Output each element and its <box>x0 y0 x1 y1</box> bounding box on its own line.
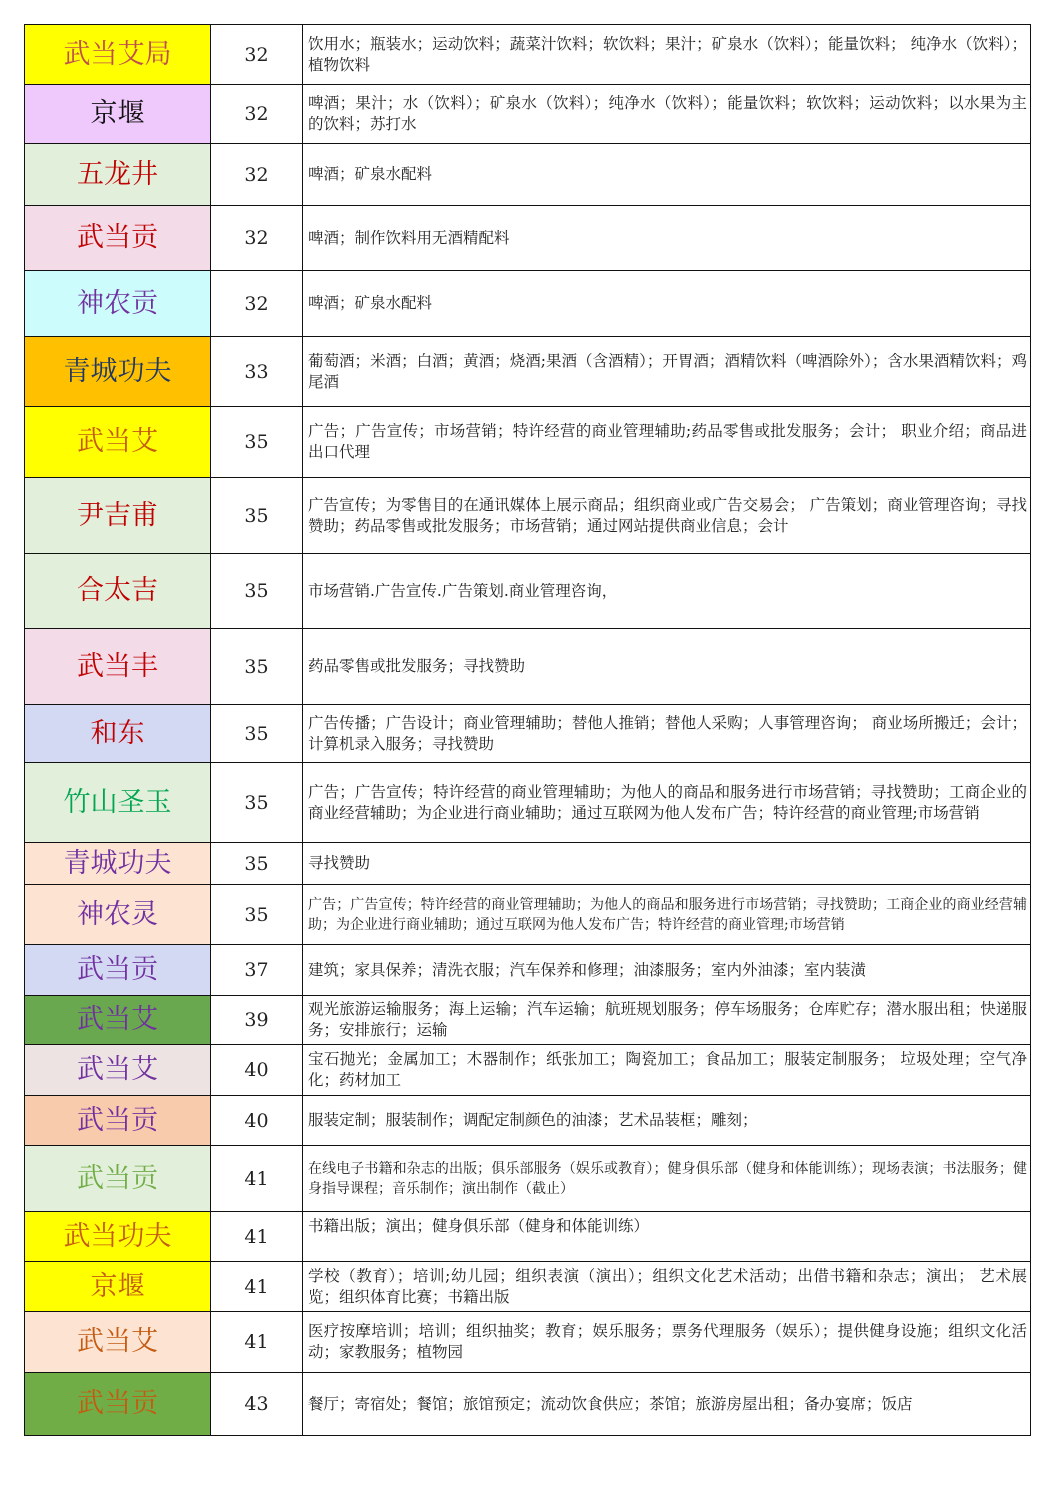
table-row <box>25 996 1031 1045</box>
brand-cell: 武当贡 <box>25 945 211 996</box>
goods-services-cell: 药品零售或批发服务；寻找赞助 <box>303 629 1031 705</box>
brand-cell: 神农灵 <box>25 885 211 945</box>
table-row <box>25 1262 1031 1312</box>
brand-cell: 竹山圣玉 <box>25 763 211 843</box>
table-row <box>25 1146 1031 1212</box>
brand-cell: 武当艾 <box>25 407 211 478</box>
table-row <box>25 478 1031 554</box>
table-row <box>25 144 1031 206</box>
brand-cell: 武当艾 <box>25 996 211 1045</box>
class-number-cell: 37 <box>211 945 303 996</box>
table-row <box>25 1045 1031 1096</box>
class-number-cell: 33 <box>211 337 303 407</box>
goods-services-cell: 建筑；家具保养；清洗衣服；汽车保养和修理；油漆服务；室内外油漆；室内装潢 <box>303 945 1031 996</box>
table-row <box>25 945 1031 996</box>
goods-services-cell: 宝石抛光；金属加工；木器制作；纸张加工；陶瓷加工；食品加工；服装定制服务； 垃圾处理；空气净化；药材加工 <box>303 1045 1031 1096</box>
goods-services-cell: 广告传播；广告设计；商业管理辅助；替他人推销；替他人采购；人事管理咨询； 商业场所搬迁；会计；计算机录入服务；寻找赞助 <box>303 705 1031 763</box>
brand-cell: 武当贡 <box>25 206 211 271</box>
brand-cell: 武当艾局 <box>25 25 211 85</box>
brand-cell: 武当贡 <box>25 1373 211 1436</box>
goods-services-cell: 广告；广告宣传；特许经营的商业管理辅助；为他人的商品和服务进行市场营销；寻找赞助；工商企业的商业经营辅助；为企业进行商业辅助；通过互联网为他人发布广告；特许经营的商业管理;市场营销 <box>303 763 1031 843</box>
class-number-cell: 41 <box>211 1146 303 1212</box>
goods-services-cell: 服装定制；服装制作；调配定制颜色的油漆；艺术品装框；雕刻； <box>303 1096 1031 1146</box>
brand-cell: 和东 <box>25 705 211 763</box>
class-number-cell: 32 <box>211 271 303 337</box>
class-number-cell: 32 <box>211 25 303 85</box>
brand-cell: 武当艾 <box>25 1045 211 1096</box>
brand-cell: 武当丰 <box>25 629 211 705</box>
brand-cell: 武当贡 <box>25 1096 211 1146</box>
goods-services-cell: 医疗按摩培训；培训；组织抽奖；教育；娱乐服务；票务代理服务（娱乐）；提供健身设施；组织文化活动；家教服务；植物园 <box>303 1312 1031 1373</box>
class-number-cell: 40 <box>211 1096 303 1146</box>
class-number-cell: 32 <box>211 206 303 271</box>
brand-cell: 武当艾 <box>25 1312 211 1373</box>
goods-services-cell: 市场营销.广告宣传.广告策划.商业管理咨询， <box>303 554 1031 629</box>
table-row <box>25 85 1031 144</box>
table-row <box>25 885 1031 945</box>
table-row <box>25 1373 1031 1436</box>
table-row <box>25 407 1031 478</box>
brand-cell: 合太吉 <box>25 554 211 629</box>
trademark-table <box>24 24 1031 1436</box>
class-number-cell: 35 <box>211 885 303 945</box>
class-number-cell: 41 <box>211 1212 303 1262</box>
goods-services-cell: 广告；广告宣传；市场营销；特许经营的商业管理辅助;药品零售或批发服务；会计； 职业介绍；商品进出口代理 <box>303 407 1031 478</box>
goods-services-cell: 寻找赞助 <box>303 843 1031 885</box>
class-number-cell: 43 <box>211 1373 303 1436</box>
brand-cell: 青城功夫 <box>25 843 211 885</box>
table-row <box>25 25 1031 85</box>
table-row <box>25 1212 1031 1262</box>
brand-cell: 京堰 <box>25 1262 211 1312</box>
class-number-cell: 35 <box>211 705 303 763</box>
goods-services-cell: 广告；广告宣传；特许经营的商业管理辅助；为他人的商品和服务进行市场营销；寻找赞助；工商企业的商业经营辅助；为企业进行商业辅助；通过互联网为他人发布广告；特许经营的商业管理;市场营销 <box>303 885 1031 945</box>
goods-services-cell: 在线电子书籍和杂志的出版；俱乐部服务（娱乐或教育）；健身俱乐部（健身和体能训练）；现场表演；书法服务；健身指导课程；音乐制作；演出制作（截止） <box>303 1146 1031 1212</box>
table-row <box>25 554 1031 629</box>
brand-cell: 武当功夫 <box>25 1212 211 1262</box>
class-number-cell: 35 <box>211 629 303 705</box>
table-row <box>25 705 1031 763</box>
goods-services-cell: 啤酒；矿泉水配料 <box>303 271 1031 337</box>
brand-cell: 尹吉甫 <box>25 478 211 554</box>
table-row <box>25 763 1031 843</box>
goods-services-cell: 饮用水；瓶装水；运动饮料；蔬菜汁饮料；软饮料；果汁；矿泉水（饮料）；能量饮料； 纯净水（饮料）；植物饮料 <box>303 25 1031 85</box>
class-number-cell: 35 <box>211 763 303 843</box>
class-number-cell: 39 <box>211 996 303 1045</box>
table-row <box>25 1096 1031 1146</box>
class-number-cell: 35 <box>211 407 303 478</box>
goods-services-cell: 啤酒；果汁；水（饮料）；矿泉水（饮料）；纯净水（饮料）；能量饮料；软饮料；运动饮料；以水果为主的饮料；苏打水 <box>303 85 1031 144</box>
goods-services-cell: 啤酒；矿泉水配料 <box>303 144 1031 206</box>
table-row <box>25 843 1031 885</box>
class-number-cell: 35 <box>211 843 303 885</box>
goods-services-cell: 餐厅；寄宿处；餐馆；旅馆预定；流动饮食供应；茶馆；旅游房屋出租；备办宴席；饭店 <box>303 1373 1031 1436</box>
table-row <box>25 337 1031 407</box>
brand-cell: 神农贡 <box>25 271 211 337</box>
brand-cell: 京堰 <box>25 85 211 144</box>
goods-services-cell: 葡萄酒；米酒；白酒；黄酒；烧酒;果酒（含酒精）；开胃酒；酒精饮料（啤酒除外）；含水果酒精饮料；鸡尾酒 <box>303 337 1031 407</box>
goods-services-cell: 书籍出版；演出；健身俱乐部（健身和体能训练） <box>303 1212 1031 1262</box>
brand-cell: 武当贡 <box>25 1146 211 1212</box>
goods-services-cell: 广告宣传；为零售目的在通讯媒体上展示商品；组织商业或广告交易会； 广告策划；商业管理咨询；寻找赞助；药品零售或批发服务；市场营销；通过网站提供商业信息；会计 <box>303 478 1031 554</box>
goods-services-cell: 啤酒；制作饮料用无酒精配料 <box>303 206 1031 271</box>
class-number-cell: 41 <box>211 1312 303 1373</box>
class-number-cell: 32 <box>211 85 303 144</box>
brand-cell: 青城功夫 <box>25 337 211 407</box>
class-number-cell: 35 <box>211 478 303 554</box>
table-row <box>25 1312 1031 1373</box>
class-number-cell: 40 <box>211 1045 303 1096</box>
table-row <box>25 629 1031 705</box>
goods-services-cell: 观光旅游运输服务；海上运输；汽车运输；航班规划服务；停车场服务；仓库贮存；潜水服出租；快递服务；安排旅行；运输 <box>303 996 1031 1045</box>
brand-cell: 五龙井 <box>25 144 211 206</box>
table-row <box>25 271 1031 337</box>
table-row <box>25 206 1031 271</box>
goods-services-cell: 学校（教育）；培训;幼儿园；组织表演（演出）；组织文化艺术活动；出借书籍和杂志；演出； 艺术展览；组织体育比赛；书籍出版 <box>303 1262 1031 1312</box>
class-number-cell: 41 <box>211 1262 303 1312</box>
class-number-cell: 32 <box>211 144 303 206</box>
class-number-cell: 35 <box>211 554 303 629</box>
